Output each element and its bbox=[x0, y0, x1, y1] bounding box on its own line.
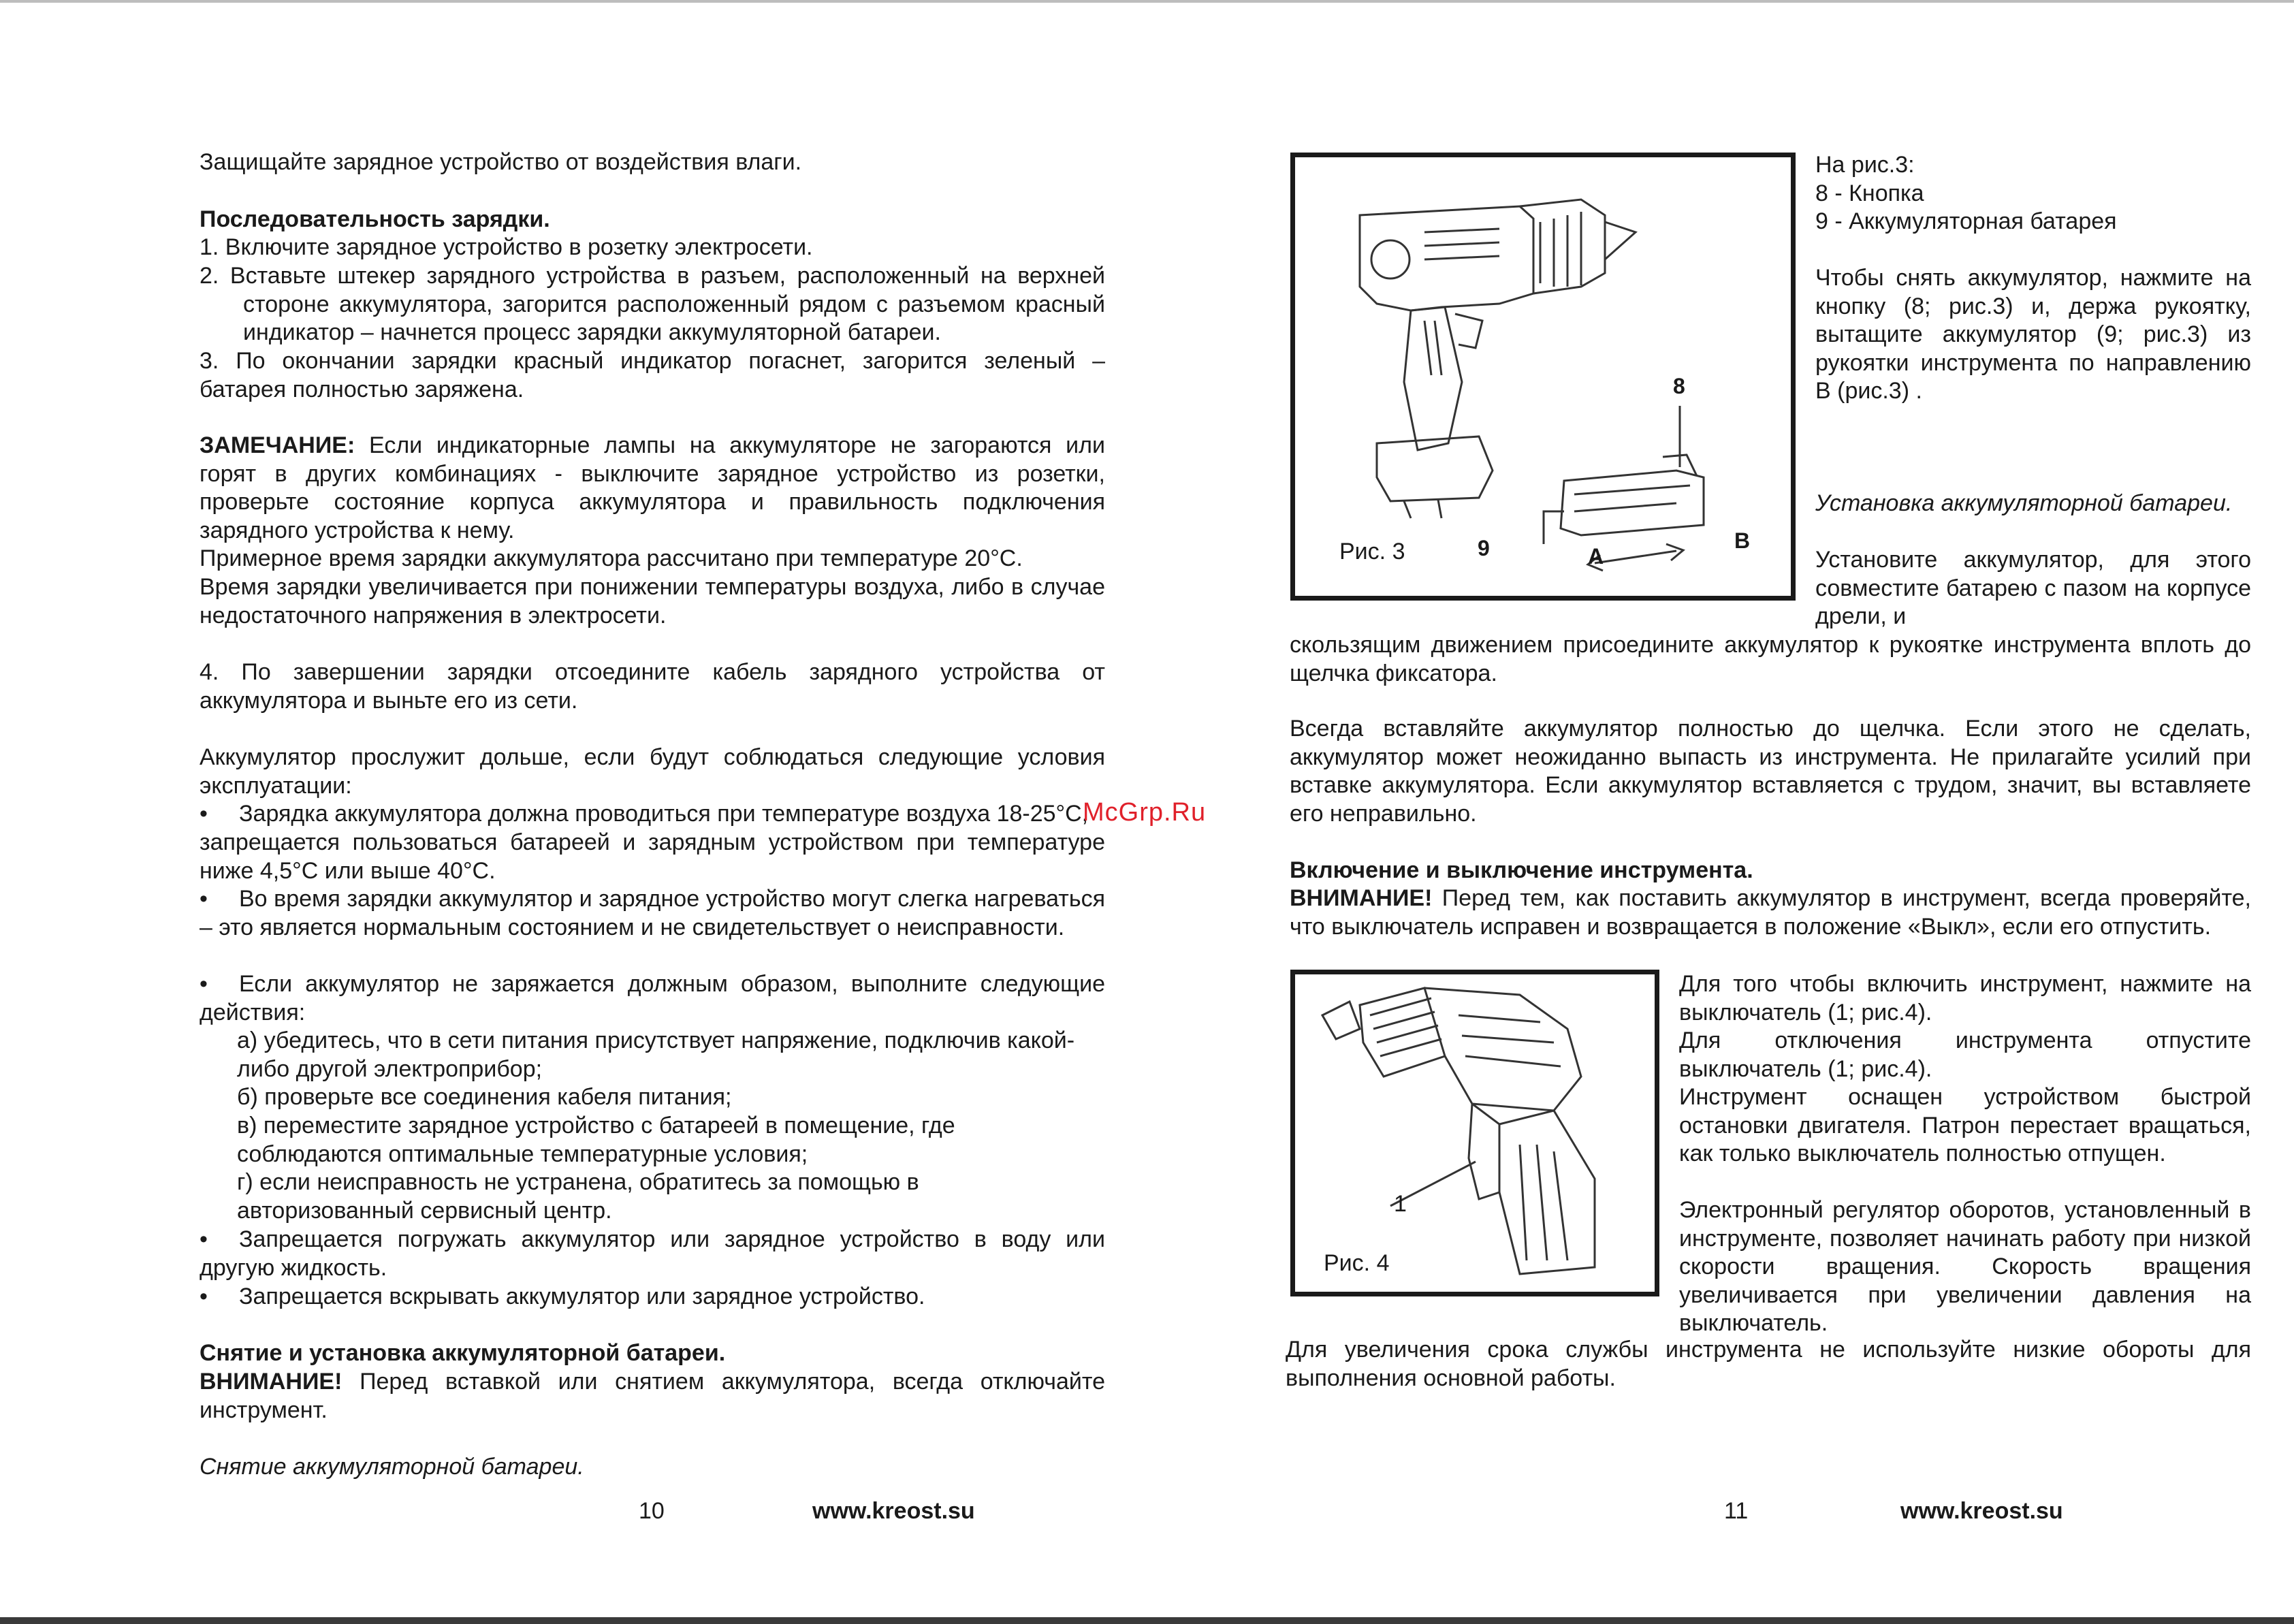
condition-bullet-2 bbox=[200, 885, 1105, 942]
condition-bullet-1a bbox=[200, 800, 1105, 829]
bottom-edge bbox=[0, 1617, 2294, 1624]
drill-bit-outline bbox=[1605, 222, 1636, 259]
bullet-dot-icon: • bbox=[200, 801, 208, 827]
note-paragraph bbox=[200, 432, 1105, 545]
condition-bullet-1b: запрещается пользоваться батареей и зарядным устройством при температуре ниже 4,5°С или выше 40°С. bbox=[200, 829, 1105, 884]
figure-4-label: Рис. 4 bbox=[1324, 1250, 1390, 1276]
always-insert-text: Всегда вставляйте аккумулятор полностью до щелчка. Если этого не сделать, аккумулятор может неожиданно выпасть из инструмента. Не прилагайте усилий при вставке аккумулятора. Если аккумулятор вставляется с трудом, значит, вы вставляете его неправильно. bbox=[1290, 716, 2251, 827]
condition-bullet-3 bbox=[200, 970, 1105, 1027]
trigger-switch-outline bbox=[1469, 1104, 1499, 1199]
install-text: Установите аккумулятор, для этого совместите батарею с пазом на корпусе дрели, и bbox=[1815, 547, 2251, 629]
condition-bullet-2-text: Во время зарядки аккумулятор и зарядное устройство могут слегка нагреваться – это является нормальным состоянием и не свидетельствует о неисправности. bbox=[200, 886, 1105, 940]
callout-8: 8 bbox=[1673, 374, 1685, 398]
fig3-item-9: 9 - Аккумуляторная батарея bbox=[1815, 208, 2117, 234]
install-heading: Установка аккумуляторной батареи. bbox=[1815, 490, 2233, 516]
right-page bbox=[1147, 0, 2294, 1624]
sub-step-c: в) переместите зарядное устройство с батареей в помещение, где соблюдаются оптимальные температурные условия; bbox=[237, 1113, 955, 1167]
sequence-step-2b: стороне аккумулятора, загорится расположенный рядом с разъемом красный bbox=[243, 291, 1105, 317]
sequence-heading: Последовательность зарядки. bbox=[200, 206, 550, 232]
sequence-step-3a: 3. По окончании зарядки красный индикатор погаснет, загорится зеленый – bbox=[200, 348, 1105, 374]
condition-bullet-1a-text: Зарядка аккумулятора должна проводиться при температуре воздуха 18-25°С, bbox=[239, 801, 1089, 827]
switch-on-text: Для того чтобы включить инструмент, нажмите на выключатель (1; рис.4). bbox=[1679, 971, 2251, 1025]
drill-switch-illustration bbox=[1295, 974, 1655, 1292]
warning-text: Перед тем, как поставить аккумулятор в инструмент, всегда проверяйте, что выключатель исправен и возвращается в положение «Выкл», если его отпустить. bbox=[1290, 885, 2251, 940]
figure-4 bbox=[1290, 970, 1659, 1296]
note-time: Примерное время зарядки аккумулятора рассчитано при температуре 20°С. bbox=[200, 545, 1023, 571]
sub-step-d: г) если неисправность не устранена, обратитесь за помощью в авторизованный сервисный центр. bbox=[237, 1169, 919, 1224]
drill-body-outline bbox=[1424, 988, 1581, 1111]
note-label: ЗАМЕЧАНИЕ: bbox=[200, 432, 355, 458]
bullet-dot-icon: • bbox=[200, 1284, 208, 1309]
condition-bullet-5 bbox=[200, 1283, 1105, 1311]
left-site-link[interactable]: www.kreost.su bbox=[812, 1498, 975, 1524]
bullet-dot-icon: • bbox=[200, 971, 208, 997]
right-page-number: 11 bbox=[1724, 1498, 1749, 1524]
note-text: Если индикаторные лампы на аккумуляторе не загораются или горят в других комбинациях - выключите зарядное устройство из розетки, проверьте состояние корпуса аккумулятора и правильность подключения зарядного устройства к нему. bbox=[200, 432, 1105, 543]
switch-warning bbox=[1290, 885, 2251, 941]
watermark: McGrp.Ru bbox=[1083, 798, 1207, 827]
condition-bullet-3-text: Если аккумулятор не заряжается должным образом, выполните следующие действия: bbox=[200, 971, 1105, 1025]
conditions-intro: Аккумулятор прослужит дольше, если будут соблюдаться следующие условия эксплуатации: bbox=[200, 744, 1105, 799]
warning-label: ВНИМАНИЕ! bbox=[200, 1369, 342, 1395]
switch-off-text: Для отключения инструмента отпустите выключатель (1; рис.4). bbox=[1679, 1028, 2251, 1082]
warning-text: Перед вставкой или снятием аккумулятора, всегда отключайте инструмент. bbox=[200, 1369, 1105, 1423]
fig3-item-8: 8 - Кнопка bbox=[1815, 180, 1924, 206]
condition-bullet-4-text: Запрещается погружать аккумулятор или зарядное устройство в воду или другую жидкость. bbox=[200, 1226, 1105, 1281]
condition-bullet-5-text: Запрещается вскрывать аккумулятор или зарядное устройство. bbox=[239, 1284, 925, 1309]
removal-heading: Снятие и установка аккумуляторной батареи. bbox=[200, 1340, 726, 1366]
lifespan-text: Для увеличения срока службы инструмента не используйте низкие обороты для выполнения основной работы. bbox=[1286, 1337, 2251, 1391]
right-site-link[interactable]: www.kreost.su bbox=[1900, 1498, 2063, 1524]
bullet-dot-icon: • bbox=[200, 886, 208, 912]
drill-battery-illustration bbox=[1295, 157, 1791, 596]
direction-a: A bbox=[1588, 544, 1604, 569]
sequence-step-2a: 2. Вставьте штекер зарядного устройства в разъем, расположенный на верхней bbox=[200, 263, 1105, 289]
direction-arrow bbox=[1595, 551, 1676, 563]
drill-bit-outline bbox=[1322, 1002, 1360, 1039]
protect-text: Защищайте зарядное устройство от воздействия влаги. bbox=[200, 149, 802, 175]
sequence-step-1: 1. Включите зарядное устройство в розетку электросети. bbox=[200, 234, 813, 260]
remove-instructions: Чтобы снять аккумулятор, нажмите на кнопку (8; рис.3) и, держа рукоятку, вытащите аккумулятор (9; рис.3) из рукоятки инструмента по направлению В (рис.3) . bbox=[1815, 265, 2251, 404]
sub-step-b: б) проверьте все соединения кабеля питания; bbox=[237, 1084, 732, 1110]
quick-stop-text: Инструмент оснащен устройством быстрой остановки двигателя. Патрон перестает вращаться, как только выключатель полностью отпущен. bbox=[1679, 1084, 2251, 1166]
removal-subheading: Снятие аккумуляторной батареи. bbox=[200, 1454, 584, 1480]
callout-1: 1 bbox=[1394, 1191, 1407, 1217]
switch-heading: Включение и выключение инструмента. bbox=[1290, 857, 1753, 883]
sub-step-a: а) убедитесь, что в сети питания присутствует напряжение, подключив какой-либо другой электроприбор; bbox=[237, 1028, 1075, 1082]
sequence-step-3b: батарея полностью заряжена. bbox=[200, 377, 524, 402]
speed-regulator-text: Электронный регулятор оборотов, установленный в инструменте, позволяет начинать работу при низкой скорости вращения. Скорость вращения увеличивается при увеличении давления на выключатель. bbox=[1679, 1197, 2251, 1336]
note-time2: Время зарядки увеличивается при понижении температуры воздуха, либо в случае недостаточного напряжения в электросети. bbox=[200, 574, 1105, 628]
drill-chuck-outline bbox=[1360, 988, 1445, 1077]
figure-3 bbox=[1290, 153, 1796, 601]
sequence-step-4: 4. По завершении зарядки отсоедините кабель зарядного устройства от аккумулятора и выньте его из сети. bbox=[200, 659, 1105, 714]
condition-bullet-4 bbox=[200, 1226, 1105, 1282]
figure-3-label: Рис. 3 bbox=[1339, 539, 1405, 564]
fig3-caption: На рис.3: bbox=[1815, 152, 1915, 178]
left-page-number: 10 bbox=[639, 1498, 665, 1524]
drill-handle-outline bbox=[1404, 307, 1462, 450]
bullet-dot-icon: • bbox=[200, 1226, 208, 1252]
sequence-step-2c: индикатор – начнется процесс зарядки аккумуляторной батареи. bbox=[243, 319, 941, 345]
warning-label: ВНИМАНИЕ! bbox=[1290, 885, 1433, 911]
direction-b: B bbox=[1734, 528, 1751, 553]
battery-outline bbox=[1561, 471, 1704, 535]
callout-9: 9 bbox=[1478, 536, 1490, 560]
removal-warning bbox=[200, 1368, 1105, 1424]
install-text-continued: скользящим движением присоедините аккумулятор к рукоятке инструмента вплоть до щелчка фиксатора. bbox=[1290, 632, 2251, 686]
